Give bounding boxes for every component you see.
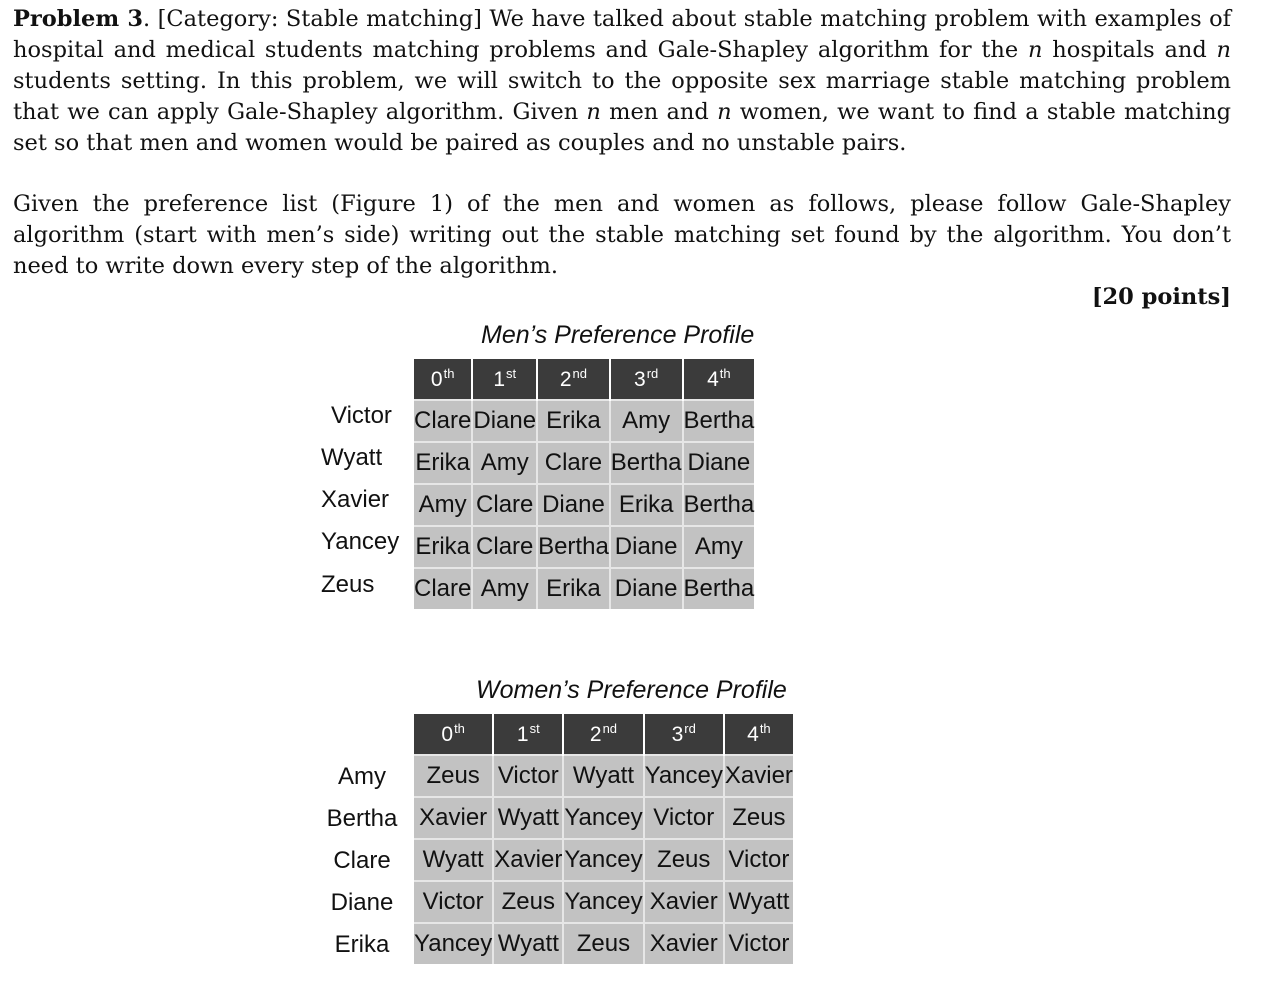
table-row [414, 442, 754, 484]
rank-number: 0 [430, 368, 443, 391]
math-n: n [1028, 37, 1043, 63]
preference-cell: Victor [414, 881, 493, 923]
preference-cell: Clare [414, 568, 472, 609]
preference-cell: Zeus [563, 923, 643, 964]
paragraph-1-part-a: We have talked about stable matching problem with examples of hospital and medical students matching problems and Gale-Shapley algorithm for the [13, 6, 1232, 63]
rank-number: 2 [589, 723, 602, 746]
math-n: n [1216, 37, 1232, 63]
preference-cell: Bertha [683, 484, 755, 526]
preference-cell: Bertha [610, 442, 683, 484]
table-row [414, 526, 754, 568]
rank-suffix: th [759, 721, 771, 736]
preference-cell: Victor [493, 755, 563, 797]
problem-text [13, 4, 1231, 313]
preference-cell: Amy [472, 568, 537, 609]
rank-number: 3 [671, 723, 684, 746]
rank-header [414, 359, 472, 400]
preference-cell: Erika [537, 400, 610, 442]
table-row [414, 881, 793, 923]
women-preference-table [414, 714, 793, 964]
preference-cell: Wyatt [493, 923, 563, 964]
preference-cell: Bertha [683, 400, 755, 442]
rank-suffix: th [443, 366, 455, 381]
rank-suffix: th [454, 721, 465, 736]
rank-header [472, 359, 537, 400]
preference-cell: Diane [472, 400, 537, 442]
preference-cell: Amy [414, 484, 472, 526]
preference-cell: Wyatt [414, 839, 493, 881]
row-label: Erika [334, 931, 390, 958]
row-label: Yancey [321, 528, 400, 555]
paragraph-2-text: Given the preference list (Figure 1) of the men and women as follows, please follow Gale-Shapley algorithm (start with men’s side) writing out the stable matching set found by the algorithm. You don’t need to write down every step of the algorithm. [13, 191, 1231, 279]
paragraph-1-part-d: men and [609, 99, 709, 125]
rank-header [724, 714, 793, 755]
preference-cell: Clare [414, 400, 472, 442]
women-table-header-row [414, 714, 793, 755]
rank-suffix: nd [572, 366, 588, 381]
row-label: Wyatt [321, 444, 383, 471]
row-label: Clare [333, 847, 391, 874]
preference-cell: Diane [683, 442, 755, 484]
preference-cell: Yancey [644, 755, 724, 797]
table-row [414, 400, 754, 442]
row-label: Xavier [321, 486, 390, 513]
rank-number: 2 [559, 368, 572, 391]
rank-suffix: st [529, 721, 540, 736]
preference-cell: Zeus [493, 881, 563, 923]
row-label: Amy [338, 763, 386, 790]
rank-suffix: nd [602, 721, 618, 736]
preference-cell: Xavier [724, 755, 793, 797]
preference-cell: Bertha [537, 526, 610, 568]
preference-cell: Wyatt [724, 881, 793, 923]
points-line [13, 282, 1231, 313]
rank-header [683, 359, 755, 400]
table-row [414, 484, 754, 526]
women-table-title: Women’s Preference Profile [476, 676, 787, 704]
rank-number: 1 [493, 368, 505, 391]
rank-number: 3 [634, 368, 646, 391]
men-preference-table [414, 359, 754, 609]
rank-number: 1 [516, 723, 529, 746]
preference-cell: Yancey [563, 797, 643, 839]
row-label: Diane [330, 889, 394, 916]
rank-number: 4 [747, 723, 759, 746]
table-row [414, 797, 793, 839]
preference-cell: Xavier [644, 923, 724, 964]
preference-cell: Wyatt [493, 797, 563, 839]
preference-cell: Zeus [414, 755, 493, 797]
rank-header [610, 359, 683, 400]
preference-cell: Yancey [563, 839, 643, 881]
table-row [414, 568, 754, 609]
preference-cell: Amy [610, 400, 683, 442]
preference-cell: Xavier [414, 797, 493, 839]
men-table-title: Men’s Preference Profile [481, 321, 755, 349]
preference-cell: Zeus [644, 839, 724, 881]
row-label: Bertha [326, 805, 398, 832]
preference-cell: Diane [610, 526, 683, 568]
math-n: n [586, 99, 601, 125]
preference-cell: Yancey [563, 881, 643, 923]
preference-cell: Clare [472, 526, 537, 568]
men-table-header-row [414, 359, 754, 400]
rank-header [644, 714, 724, 755]
preference-cell: Wyatt [563, 755, 643, 797]
preference-cell: Amy [683, 526, 755, 568]
preference-cell: Xavier [493, 839, 563, 881]
preference-cell: Xavier [644, 881, 724, 923]
rank-number: 0 [441, 723, 454, 746]
preference-cell: Erika [414, 526, 472, 568]
preference-cell: Diane [537, 484, 610, 526]
paragraph-1-part-b: hospitals and [1052, 37, 1207, 63]
problem-paragraph-2 [13, 189, 1231, 282]
preference-cell: Victor [644, 797, 724, 839]
row-label: Victor [331, 402, 392, 429]
preference-cell: Erika [610, 484, 683, 526]
problem-paragraph-1 [13, 4, 1231, 159]
preference-cell: Victor [724, 839, 793, 881]
rank-header [493, 714, 563, 755]
rank-header [537, 359, 610, 400]
preference-cell: Zeus [724, 797, 793, 839]
preference-cell: Erika [414, 442, 472, 484]
row-label: Zeus [321, 571, 375, 598]
table-row [414, 755, 793, 797]
heading-punct: . [143, 6, 151, 32]
preference-cell: Bertha [683, 568, 755, 609]
preference-cell: Yancey [414, 923, 493, 964]
preference-cell: Clare [472, 484, 537, 526]
table-row [414, 923, 793, 964]
rank-suffix: th [719, 366, 731, 381]
table-row [414, 839, 793, 881]
preference-cell: Erika [537, 568, 610, 609]
rank-suffix: rd [684, 721, 696, 736]
rank-number: 4 [707, 368, 719, 391]
math-n: n [717, 99, 732, 125]
points-label: [20 points] [1091, 284, 1231, 310]
preference-cell: Diane [610, 568, 683, 609]
rank-header [414, 714, 493, 755]
problem-category: [Category: Stable matching] [157, 6, 482, 32]
preference-cell: Clare [537, 442, 610, 484]
paragraph-1-part-e: women, we want to find a stable matching set so that men and women would be paired as couples and no unstable pairs. [13, 99, 1232, 156]
rank-suffix: rd [646, 366, 659, 381]
rank-header [563, 714, 643, 755]
preference-cell: Victor [724, 923, 793, 964]
problem-heading: Problem 3 [13, 6, 143, 32]
preference-cell: Amy [472, 442, 537, 484]
rank-suffix: st [506, 366, 517, 381]
paragraph-1-part-c: students setting. In this problem, we will switch to the opposite sex marriage stable matching problem that we can apply Gale-Shapley algorithm. Given [13, 68, 1231, 125]
